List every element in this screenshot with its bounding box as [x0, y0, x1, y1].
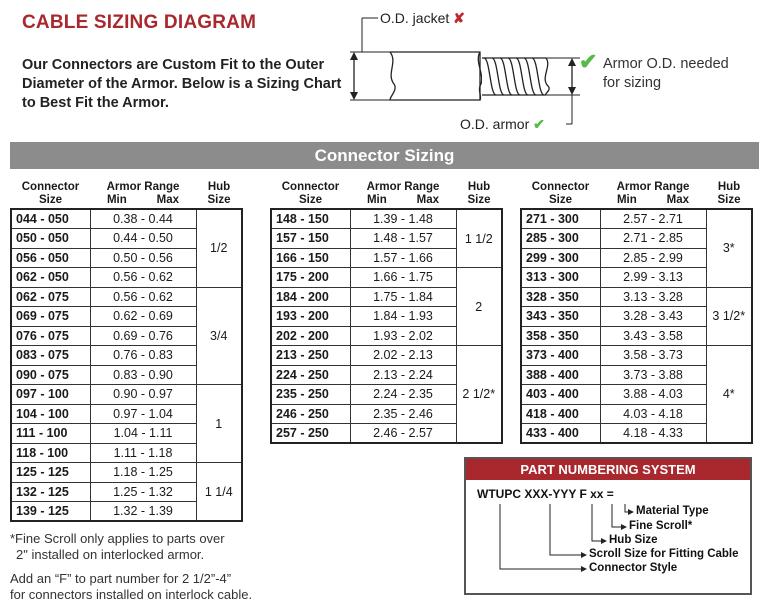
header-text: Connector — [21, 181, 80, 193]
header-armor-range — [600, 180, 706, 209]
connector-size-cell: 193 - 200 — [271, 307, 350, 327]
cable-diagram — [340, 0, 768, 140]
armor-range-cell: 1.18 - 1.25 — [90, 463, 196, 483]
connector-size-cell: 132 - 125 — [11, 482, 90, 502]
connector-size-cell: 328 - 350 — [521, 287, 600, 307]
header-text: Hub — [717, 181, 741, 193]
armor-range-cell: 1.84 - 1.93 — [350, 307, 456, 327]
header-text: Min — [106, 194, 127, 206]
note-line: *Fine Scroll only applies to parts over — [10, 531, 225, 546]
connector-size-cell: 083 - 075 — [11, 346, 90, 366]
connector-size-cell: 343 - 350 — [521, 307, 600, 327]
armor-note — [579, 49, 729, 93]
header-sub — [352, 194, 454, 207]
header-armor-range — [350, 180, 456, 209]
connector-size-cell: 202 - 200 — [271, 326, 350, 346]
armor-range-cell: 1.11 - 1.18 — [90, 443, 196, 463]
header-text: Max — [416, 194, 440, 206]
armor-range-cell: 1.04 - 1.11 — [90, 424, 196, 444]
header-text: Armor Range — [616, 181, 690, 193]
connector-size-cell: 246 - 250 — [271, 404, 350, 424]
hub-size-cell: 3* — [706, 209, 752, 287]
header-text: Size — [298, 194, 322, 206]
header-connector-size — [271, 180, 350, 209]
table-row — [271, 268, 502, 288]
connector-size-cell: 403 - 400 — [521, 385, 600, 405]
connector-size-cell: 111 - 100 — [11, 424, 90, 444]
armor-range-cell: 0.83 - 0.90 — [90, 365, 196, 385]
table-row — [11, 463, 242, 483]
armor-range-cell: 0.44 - 0.50 — [90, 229, 196, 249]
connector-size-cell: 062 - 075 — [11, 287, 90, 307]
connector-size-cell: 139 - 125 — [11, 502, 90, 522]
table-row — [521, 209, 752, 229]
connector-size-cell: 157 - 150 — [271, 229, 350, 249]
hub-size-cell: 2 — [456, 268, 502, 346]
armor-range-cell: 2.02 - 2.13 — [350, 346, 456, 366]
header-connector-size — [521, 180, 600, 209]
note-line: 2" installed on interlocked armor. — [16, 547, 205, 562]
table-row — [521, 346, 752, 366]
armor-range-cell: 1.32 - 1.39 — [90, 502, 196, 522]
pn-label-hub-size: Hub Size — [609, 534, 658, 546]
add-f-note — [10, 571, 252, 603]
table-row — [11, 209, 242, 229]
table-header-row — [521, 180, 752, 209]
hub-size-cell: 4* — [706, 346, 752, 444]
section-bar: Connector Sizing — [10, 142, 759, 169]
header-armor-range — [90, 180, 196, 209]
connector-size-cell: 271 - 300 — [521, 209, 600, 229]
armor-range-cell: 0.69 - 0.76 — [90, 326, 196, 346]
table-header-row — [271, 180, 502, 209]
sizing-table-3 — [520, 180, 753, 444]
connector-size-cell: 097 - 100 — [11, 385, 90, 405]
header-sub — [602, 194, 704, 207]
header-sub — [92, 194, 194, 207]
connector-size-cell: 433 - 400 — [521, 424, 600, 444]
part-number-code: WTUPC XXX-YYY F xx = — [477, 487, 614, 501]
armor-range-cell: 4.03 - 4.18 — [600, 404, 706, 424]
connector-size-cell: 076 - 075 — [11, 326, 90, 346]
connector-size-cell: 175 - 200 — [271, 268, 350, 288]
header-hub-size — [706, 180, 752, 209]
armor-range-cell: 2.99 - 3.13 — [600, 268, 706, 288]
pn-label-material-type: Material Type — [636, 505, 709, 517]
header-text: Min — [366, 194, 387, 206]
header-hub-size — [456, 180, 502, 209]
armor-range-cell: 4.18 - 4.33 — [600, 424, 706, 444]
connector-size-cell: 388 - 400 — [521, 365, 600, 385]
connector-size-cell: 148 - 150 — [271, 209, 350, 229]
connector-size-cell: 044 - 050 — [11, 209, 90, 229]
armor-range-cell: 0.56 - 0.62 — [90, 268, 196, 288]
armor-range-cell: 2.57 - 2.71 — [600, 209, 706, 229]
connector-size-cell: 166 - 150 — [271, 248, 350, 268]
armor-range-cell: 3.88 - 4.03 — [600, 385, 706, 405]
armor-range-cell: 2.85 - 2.99 — [600, 248, 706, 268]
header-text: Min — [616, 194, 637, 206]
hub-size-cell: 3 1/2* — [706, 287, 752, 346]
connector-size-cell: 184 - 200 — [271, 287, 350, 307]
hub-size-cell: 1 1/2 — [456, 209, 502, 268]
connector-size-cell: 069 - 075 — [11, 307, 90, 327]
header-text: Max — [666, 194, 690, 206]
part-number-leaders — [466, 459, 754, 597]
connector-size-cell: 056 - 050 — [11, 248, 90, 268]
header-text: Size — [207, 194, 231, 206]
header-text: Hub — [207, 181, 231, 193]
armor-range-cell: 3.13 - 3.28 — [600, 287, 706, 307]
armor-od-label — [460, 116, 545, 133]
part-numbering-title: PART NUMBERING SYSTEM — [466, 459, 750, 480]
armor-range-cell: 1.57 - 1.66 — [350, 248, 456, 268]
header-text: Size — [548, 194, 572, 206]
jacket-od-label — [380, 10, 465, 27]
table-row — [271, 346, 502, 366]
pn-label-fine-scroll: Fine Scroll* — [629, 520, 693, 532]
connector-size-cell: 050 - 050 — [11, 229, 90, 249]
armor-range-cell: 0.50 - 0.56 — [90, 248, 196, 268]
connector-size-cell: 257 - 250 — [271, 424, 350, 444]
intro-text: Our Connectors are Custom Fit to the Outer Diameter of the Armor. Below is a Sizing Chart to Best Fit the Armor. — [22, 57, 342, 111]
armor-range-cell: 3.58 - 3.73 — [600, 346, 706, 366]
table-row — [11, 385, 242, 405]
check-icon: ✔ — [533, 116, 545, 132]
armor-range-cell: 0.90 - 0.97 — [90, 385, 196, 405]
armor-range-cell: 0.56 - 0.62 — [90, 287, 196, 307]
armor-range-cell: 1.93 - 2.02 — [350, 326, 456, 346]
sizing-table-1 — [10, 180, 243, 522]
armor-label-text: O.D. armor — [460, 116, 530, 132]
header-text: Max — [156, 194, 180, 206]
header-text: Size — [717, 194, 741, 206]
header-text: Armor Range — [366, 181, 440, 193]
armor-range-cell: 0.38 - 0.44 — [90, 209, 196, 229]
connector-size-cell: 358 - 350 — [521, 326, 600, 346]
table-row — [271, 209, 502, 229]
connector-size-cell: 418 - 400 — [521, 404, 600, 424]
pn-label-scroll-size: Scroll Size for Fitting Cable — [589, 548, 739, 560]
pn-label-connector-style: Connector Style — [589, 562, 678, 574]
armor-range-cell: 0.97 - 1.04 — [90, 404, 196, 424]
armor-range-cell: 0.76 - 0.83 — [90, 346, 196, 366]
armor-range-cell: 2.24 - 2.35 — [350, 385, 456, 405]
armor-range-cell: 3.73 - 3.88 — [600, 365, 706, 385]
connector-size-cell: 118 - 100 — [11, 443, 90, 463]
header-text: Size — [38, 194, 62, 206]
armor-range-cell: 2.46 - 2.57 — [350, 424, 456, 444]
page-title: CABLE SIZING DIAGRAM — [22, 12, 257, 33]
hub-size-cell: 2 1/2* — [456, 346, 502, 444]
header-text: Hub — [467, 181, 491, 193]
armor-range-cell: 1.25 - 1.32 — [90, 482, 196, 502]
header-connector-size — [11, 180, 90, 209]
header-hub-size — [196, 180, 242, 209]
connector-size-cell: 373 - 400 — [521, 346, 600, 366]
table-row — [521, 287, 752, 307]
sizing-table-2 — [270, 180, 503, 444]
connector-size-cell: 299 - 300 — [521, 248, 600, 268]
connector-size-cell: 235 - 250 — [271, 385, 350, 405]
connector-size-cell: 090 - 075 — [11, 365, 90, 385]
note-line: for connectors installed on interlock cable. — [10, 587, 253, 602]
fine-scroll-note — [10, 531, 225, 563]
table-header-row — [11, 180, 242, 209]
connector-size-cell: 125 - 125 — [11, 463, 90, 483]
note-line: Add an “F” to part number for 2 1/2”-4” — [10, 571, 232, 586]
header-text: Armor Range — [106, 181, 180, 193]
armor-range-cell: 2.35 - 2.46 — [350, 404, 456, 424]
hub-size-cell: 1 — [196, 385, 242, 463]
connector-size-cell: 213 - 250 — [271, 346, 350, 366]
header-text: Connector — [531, 181, 590, 193]
armor-range-cell: 0.62 - 0.69 — [90, 307, 196, 327]
check-icon: ✔ — [579, 49, 598, 74]
armor-note-line1: Armor O.D. needed — [603, 56, 729, 72]
hub-size-cell: 3/4 — [196, 287, 242, 385]
connector-size-cell: 062 - 050 — [11, 268, 90, 288]
table-row — [11, 287, 242, 307]
armor-range-cell: 3.28 - 3.43 — [600, 307, 706, 327]
jacket-label-text: O.D. jacket — [380, 10, 450, 26]
x-icon: ✘ — [453, 10, 465, 26]
header-text: Size — [467, 194, 491, 206]
armor-range-cell: 1.39 - 1.48 — [350, 209, 456, 229]
armor-range-cell: 2.71 - 2.85 — [600, 229, 706, 249]
connector-size-cell: 224 - 250 — [271, 365, 350, 385]
armor-range-cell: 1.66 - 1.75 — [350, 268, 456, 288]
armor-range-cell: 3.43 - 3.58 — [600, 326, 706, 346]
armor-range-cell: 1.48 - 1.57 — [350, 229, 456, 249]
hub-size-cell: 1 1/4 — [196, 463, 242, 522]
connector-size-cell: 285 - 300 — [521, 229, 600, 249]
hub-size-cell: 1/2 — [196, 209, 242, 287]
connector-size-cell: 313 - 300 — [521, 268, 600, 288]
armor-note-line2: for sizing — [603, 75, 662, 91]
header-text: Connector — [281, 181, 340, 193]
part-numbering-box — [464, 457, 752, 595]
armor-range-cell: 2.13 - 2.24 — [350, 365, 456, 385]
armor-range-cell: 1.75 - 1.84 — [350, 287, 456, 307]
connector-size-cell: 104 - 100 — [11, 404, 90, 424]
